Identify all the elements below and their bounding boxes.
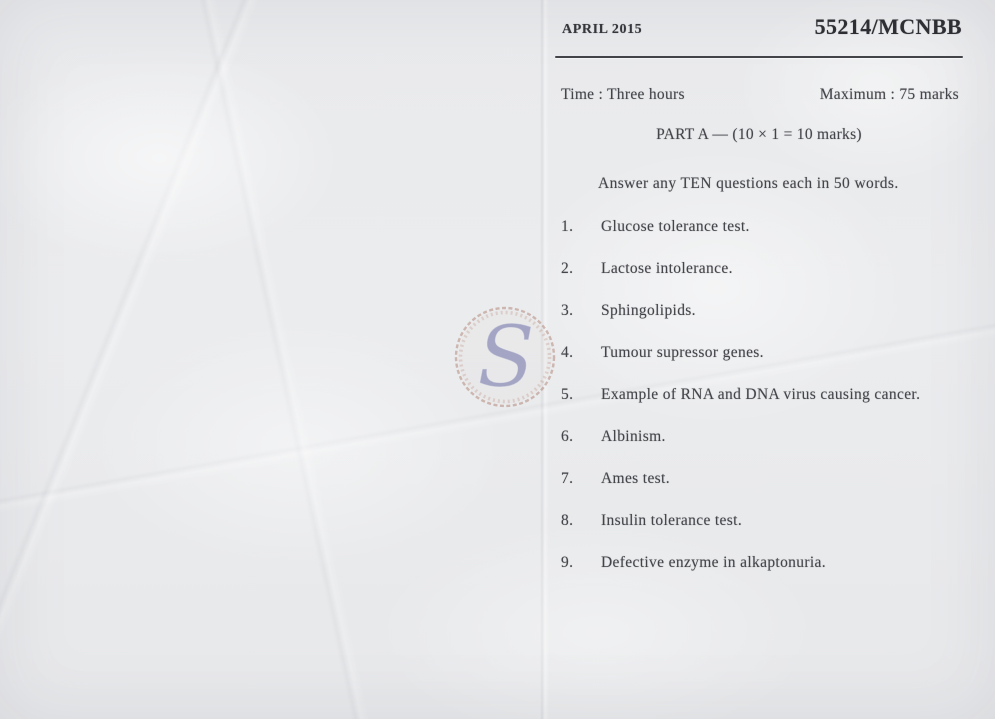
paper-code: 55214/MCNBB [814, 14, 962, 39]
question-item [561, 429, 962, 445]
time-allowed: Time : Three hours [561, 86, 685, 103]
question-number: 5. [561, 386, 574, 403]
question-number: 8. [561, 512, 574, 529]
exam-content-column [556, 0, 962, 719]
question-item [561, 345, 962, 361]
question-item [561, 387, 962, 403]
seal-stamp-icon [452, 304, 558, 410]
question-number: 1. [561, 218, 574, 235]
question-text: Defective enzyme in alkaptonuria. [601, 554, 827, 571]
question-text: Ames test. [601, 470, 670, 487]
part-a-heading: PART A — (10 × 1 = 10 marks) [656, 126, 862, 143]
dna-helix-letter: S [477, 308, 535, 406]
question-text: Glucose tolerance test. [601, 218, 750, 235]
instruction-text: Answer any TEN questions each in 50 words. [598, 175, 899, 192]
question-item [561, 513, 962, 529]
header-divider [555, 56, 963, 58]
question-text: Example of RNA and DNA virus causing cancer. [601, 386, 921, 403]
question-item [561, 555, 962, 571]
question-list [561, 219, 962, 597]
question-number: 9. [561, 554, 574, 571]
question-item [561, 261, 962, 277]
question-text: Insulin tolerance test. [601, 512, 743, 529]
question-number: 2. [561, 260, 574, 277]
question-text: Sphingolipids. [601, 302, 696, 319]
exam-date: APRIL 2015 [562, 22, 643, 37]
question-number: 7. [561, 470, 574, 487]
question-text: Tumour supressor genes. [601, 344, 764, 361]
question-text: Albinism. [601, 428, 666, 445]
question-item [561, 471, 962, 487]
question-number: 3. [561, 302, 574, 319]
maximum-marks: Maximum : 75 marks [819, 86, 959, 103]
question-number: 6. [561, 428, 574, 445]
university-seal-stamp [452, 304, 558, 410]
question-item [561, 219, 962, 235]
question-item [561, 303, 962, 319]
question-text: Lactose intolerance. [601, 260, 733, 277]
question-number: 4. [561, 344, 574, 361]
